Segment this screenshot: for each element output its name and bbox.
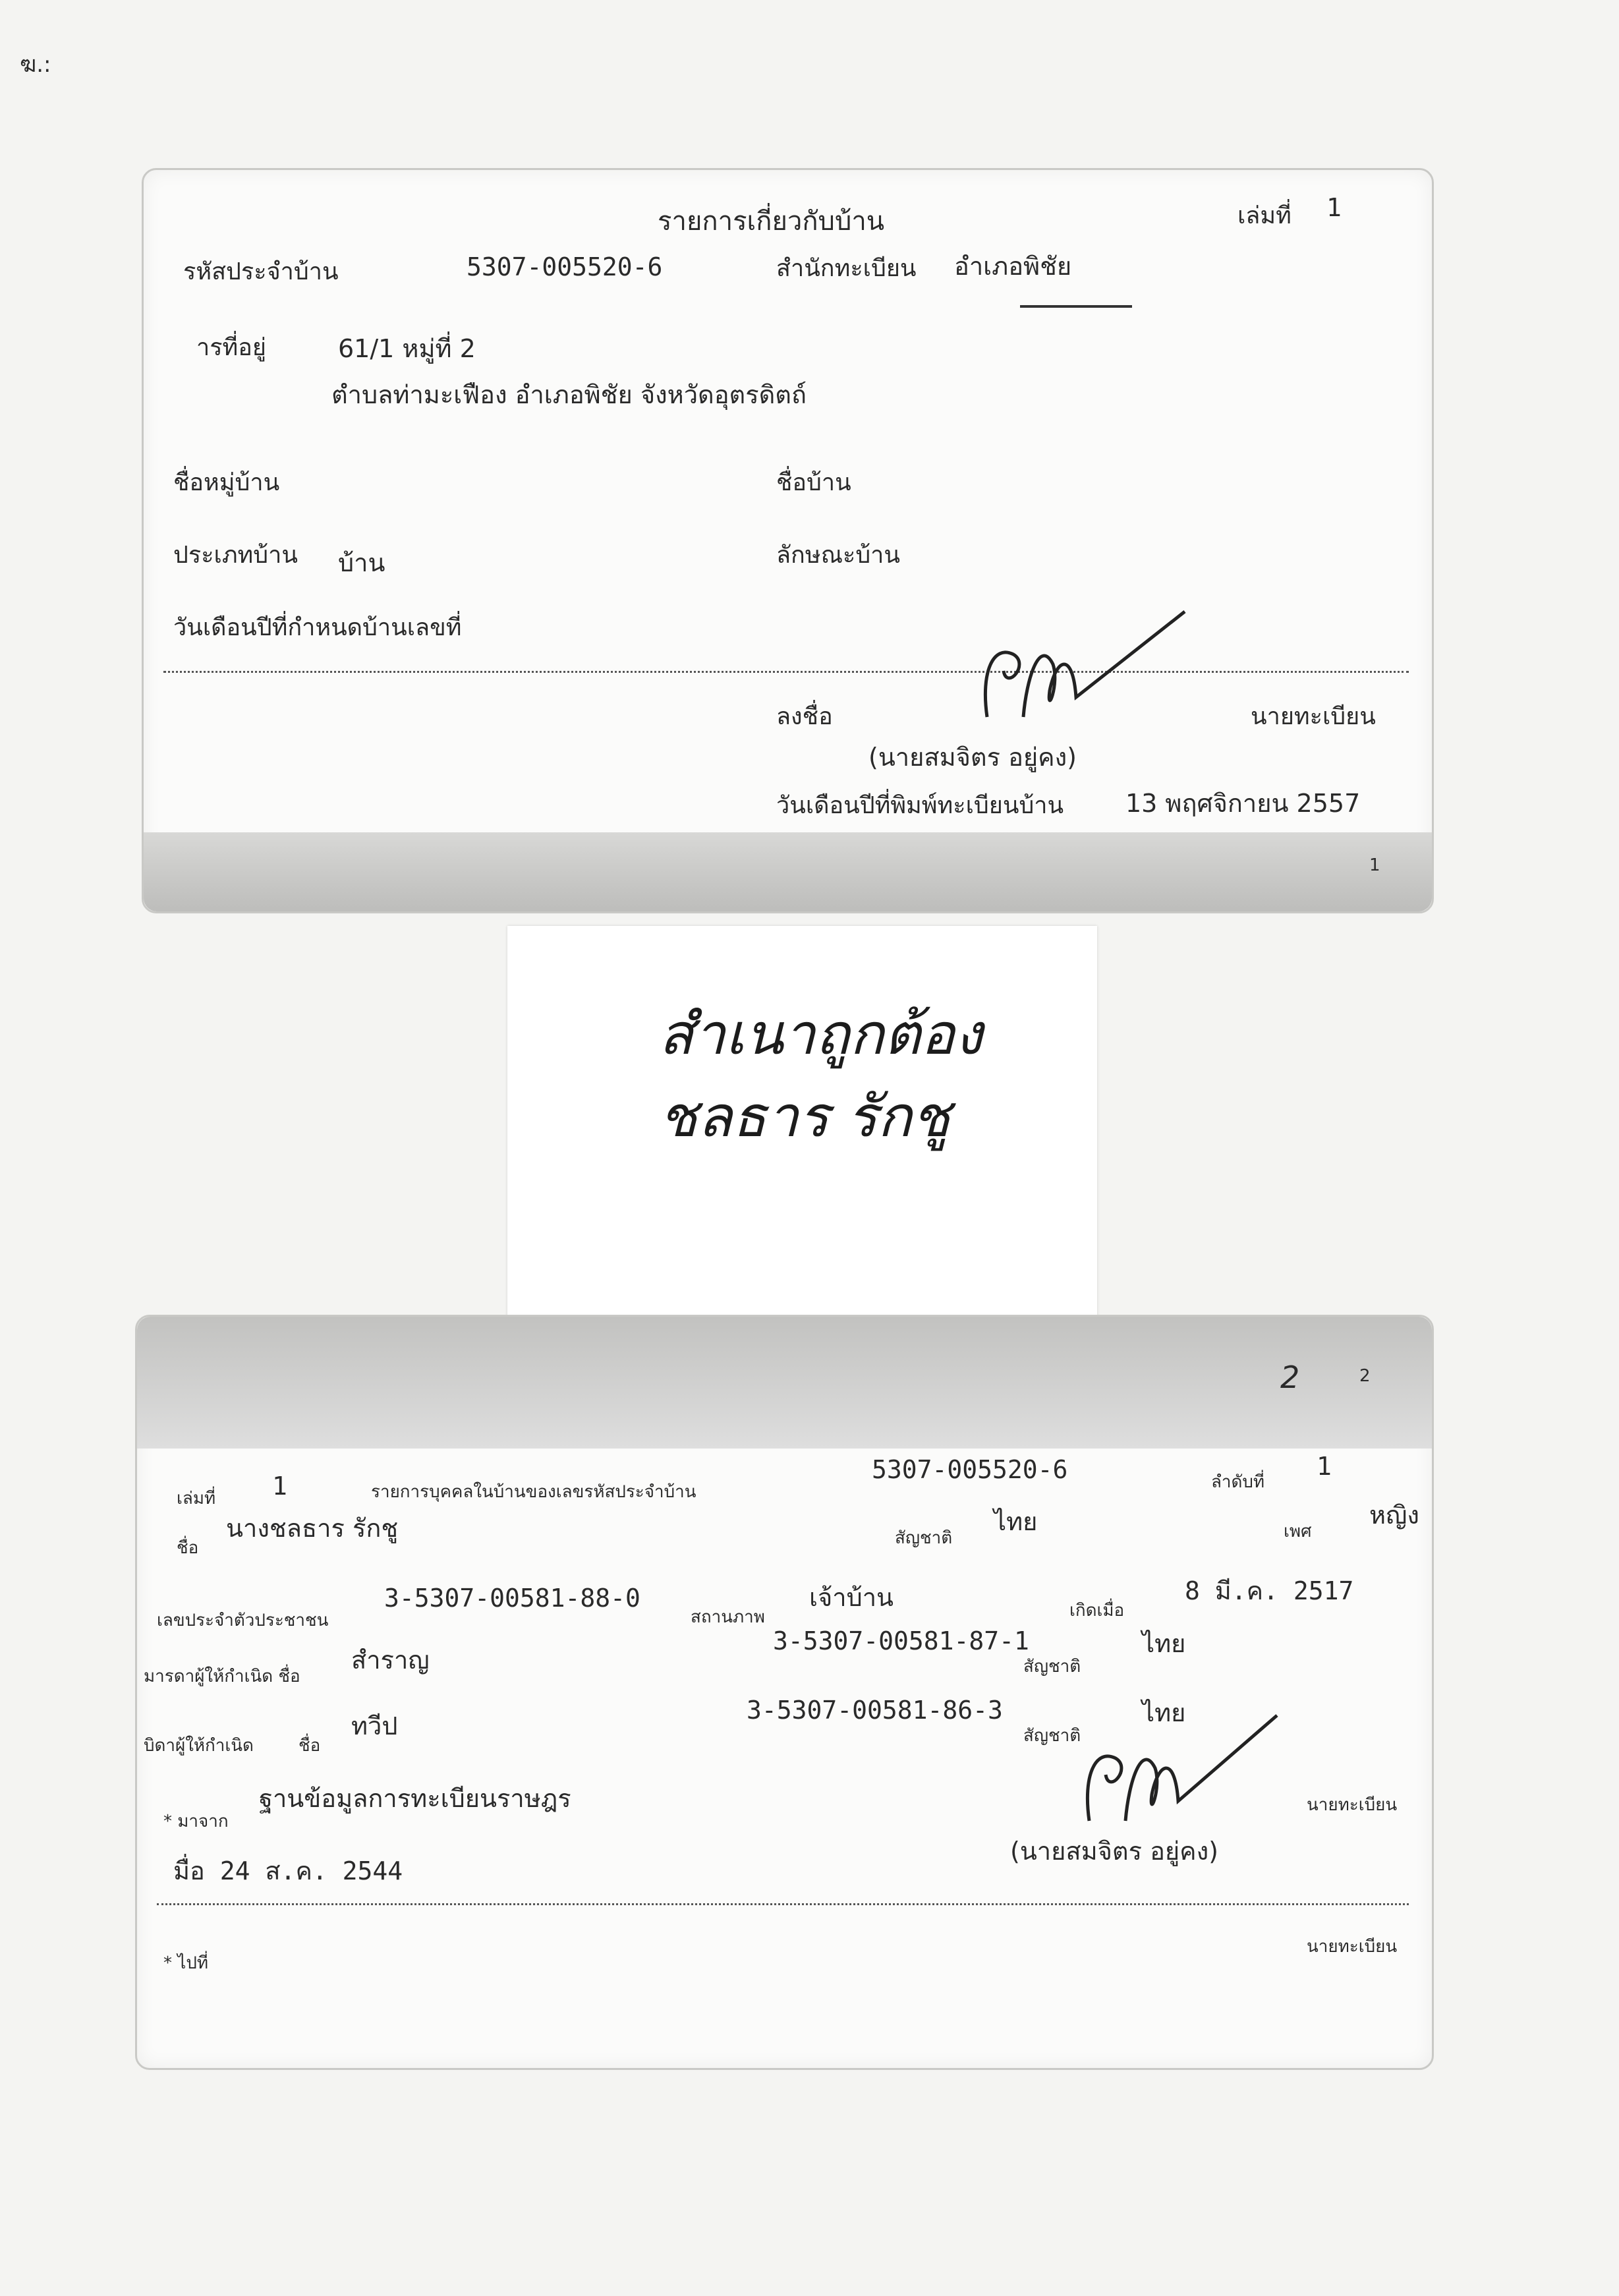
mother-label: มารดาผู้ให้กำเนิด ชื่อ [144, 1667, 300, 1686]
registrar-label: นายทะเบียน [1251, 703, 1376, 730]
house-type-label: ประเภทบ้าน [173, 542, 298, 569]
registrar-name: (นายสมจิตร อยู่คง) [868, 743, 1077, 772]
father-label: บิดาผู้ให้กำเนิด [144, 1736, 254, 1756]
book-number: 1 [272, 1472, 287, 1501]
book-number: 1 [1326, 193, 1342, 222]
id-number: 3-5307-00581-88-0 [384, 1584, 640, 1613]
status: เจ้าบ้าน [809, 1583, 894, 1612]
registrar-label: นายทะเบียน [1307, 1795, 1398, 1815]
card-title: รายการเกี่ยวกับบ้าน [658, 206, 885, 237]
to-label: * ไปที่ [163, 1953, 208, 1973]
from-source: ฐานข้อมูลการทะเบียนราษฎร [259, 1784, 571, 1813]
village-name-label: ชื่อหมู่บ้าน [173, 469, 280, 496]
order-number: 1 [1317, 1452, 1332, 1481]
registrar-name: (นายสมจิตร อยู่คง) [1010, 1837, 1218, 1866]
registrar-label-2: นายทะเบียน [1307, 1937, 1398, 1957]
person-record-card [135, 1315, 1434, 2070]
name-label: ชื่อ [177, 1538, 199, 1558]
house-info-card [142, 168, 1434, 913]
order-label: ลำดับที่ [1211, 1472, 1265, 1492]
father-name-label: ชื่อ [298, 1736, 321, 1756]
person-list-label: รายการบุคคลในบ้านของเลขรหัสประจำบ้าน [371, 1482, 696, 1502]
house-feature-label: ลักษณะบ้าน [776, 542, 900, 569]
dotted-divider [157, 1903, 1409, 1905]
office-label: สำนักทะเบียน [776, 255, 917, 282]
mother-name: สำราญ [351, 1646, 430, 1675]
certified-copy-text: สำเนาถูกต้อง [659, 1002, 982, 1068]
id-label: เลขประจำตัวประชาชน [157, 1611, 329, 1630]
house-code: 5307-005520-6 [467, 252, 663, 281]
certification-note [507, 926, 1097, 1364]
person-name: นางชลธาร รักชู [226, 1514, 399, 1543]
print-date: 13 พฤศจิกายน 2557 [1125, 789, 1361, 818]
book-label: เล่มที่ [177, 1489, 216, 1508]
certifier-name: ชลธาร รักชู [659, 1084, 951, 1150]
registrar-signature [1073, 1702, 1284, 1834]
house-code: 5307-005520-6 [872, 1455, 1068, 1484]
corner-mark: ฆ.: [20, 51, 51, 78]
page-number: 2 [1359, 1366, 1371, 1386]
house-type: บ้าน [338, 548, 385, 577]
born-label: เกิดเมื่อ [1069, 1601, 1125, 1621]
house-name-label: ชื่อบ้าน [776, 469, 851, 496]
house-code-label: รหัสประจำบ้าน [183, 258, 339, 285]
address-label: ารที่อยู่ [196, 334, 266, 361]
nationality-label: สัญชาติ [895, 1528, 953, 1548]
card-header-band [137, 1317, 1432, 1449]
father-nationality-label: สัญชาติ [1023, 1726, 1081, 1746]
nationality: ไทย [994, 1507, 1038, 1536]
father-id: 3-5307-00581-86-3 [747, 1696, 1003, 1725]
from-label: * มาจาก [163, 1812, 229, 1831]
dotted-divider [163, 671, 1409, 673]
father-nationality: ไทย [1142, 1698, 1186, 1727]
sex-label: เพศ [1284, 1522, 1312, 1541]
sex: หญิง [1369, 1501, 1419, 1530]
page-number-handwritten: 2 [1280, 1360, 1300, 1395]
address-line-2: ตำบลท่ามะเฟือง อำเภอพิชัย จังหวัดอุตรดิตถ์ [331, 380, 807, 409]
print-date-label: วันเดือนปีที่พิมพ์ทะเบียนบ้าน [776, 792, 1064, 819]
birth-date: 8 มี.ค. 2517 [1185, 1576, 1354, 1605]
from-date: มื่อ 24 ส.ค. 2544 [173, 1856, 403, 1885]
page-number: 1 [1369, 855, 1380, 875]
sign-label: ลงชื่อ [776, 703, 833, 730]
mother-id: 3-5307-00581-87-1 [773, 1626, 1029, 1655]
office-name: อำเภอพิชัย [954, 252, 1072, 281]
mother-nationality: ไทย [1142, 1629, 1186, 1658]
number-date-label: วันเดือนปีที่กำหนดบ้านเลขที่ [173, 614, 462, 641]
father-name: ทวีป [351, 1711, 398, 1740]
mother-nationality-label: สัญชาติ [1023, 1657, 1081, 1677]
card-footer-band [144, 832, 1432, 911]
office-underline [1020, 305, 1132, 308]
book-label: เล่มที่ [1237, 202, 1292, 229]
status-label: สถานภาพ [691, 1607, 765, 1627]
registrar-signature [967, 592, 1191, 737]
address-line-1: 61/1 หมู่ที่ 2 [338, 334, 476, 363]
